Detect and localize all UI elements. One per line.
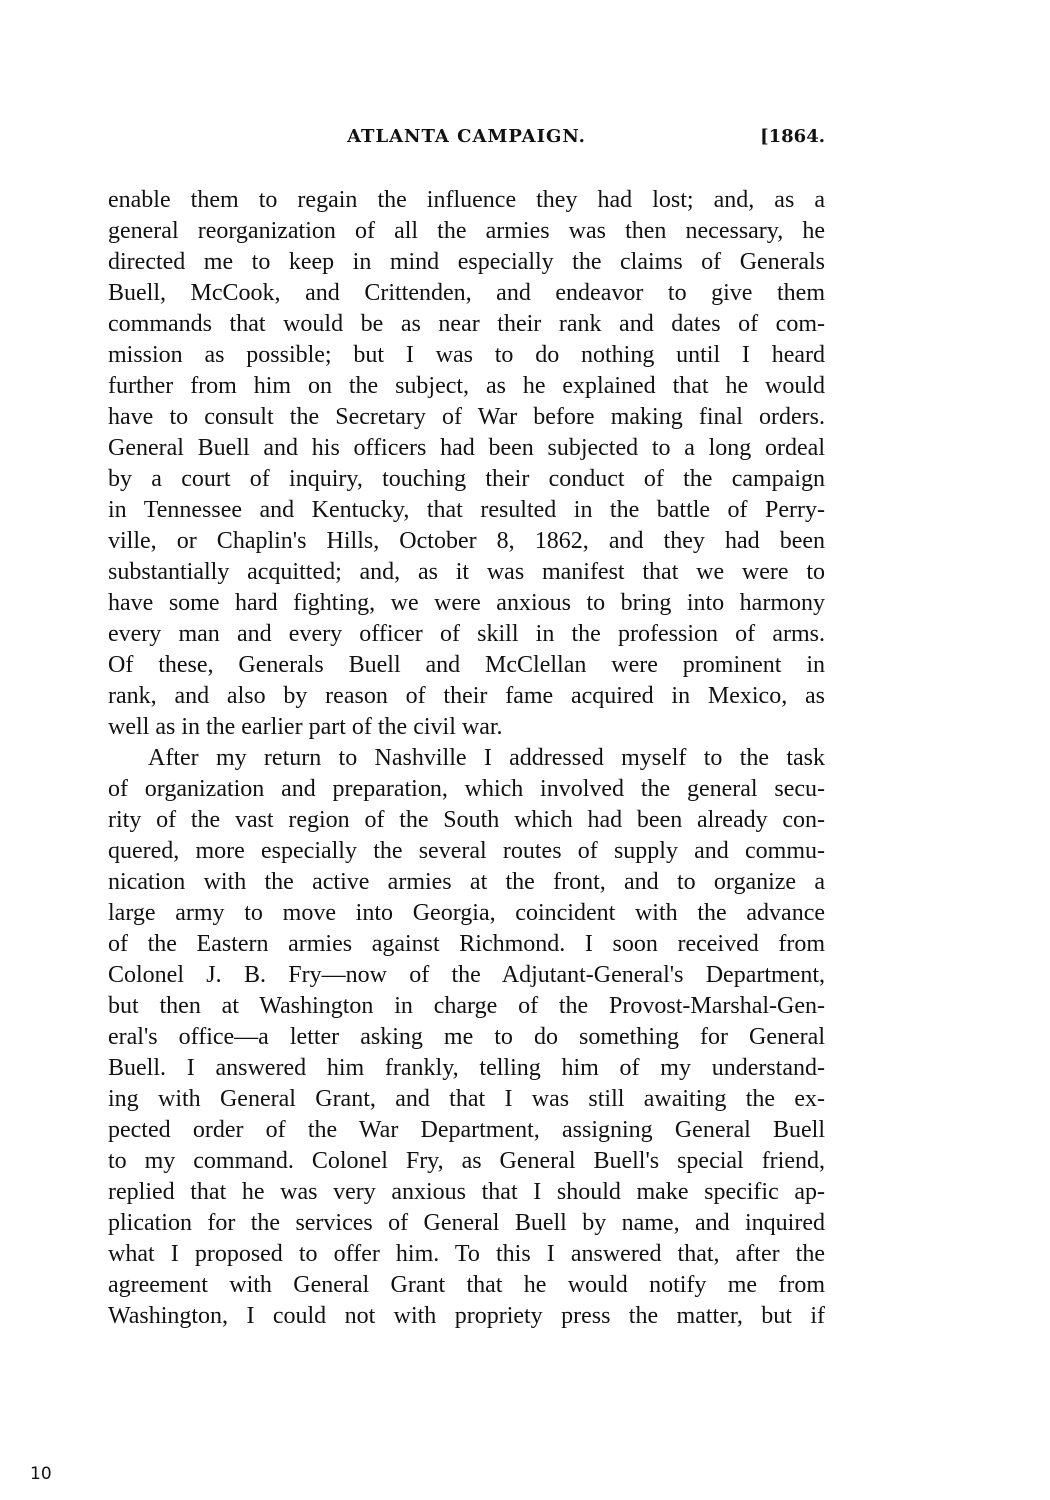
text-line: large army to move into Georgia, coincident with the advance xyxy=(108,900,825,926)
text-line: Buell, McCook, and Crittenden, and endeavor to give them xyxy=(108,280,825,306)
text-line: ing with General Grant, and that I was still awaiting the ex- xyxy=(108,1086,825,1112)
text-line: rity of the vast region of the South which had been already con- xyxy=(108,807,825,833)
text-line: of organization and preparation, which involved the general secu- xyxy=(108,776,825,802)
text-line: what I proposed to offer him. To this I answered that, after the xyxy=(108,1241,825,1267)
text-line: every man and every officer of skill in the profession of arms. xyxy=(108,621,825,647)
text-line: rank, and also by reason of their fame acquired in Mexico, as xyxy=(108,683,825,709)
text-line: commands that would be as near their rank and dates of com- xyxy=(108,311,825,337)
paragraph-start-line: After my return to Nashville I addressed myself to the task xyxy=(148,745,825,771)
page-number: 10 xyxy=(30,1464,52,1484)
text-line: ville, or Chaplin's Hills, October 8, 1862, and they had been xyxy=(108,528,825,554)
text-line: have some hard fighting, we were anxious to bring into harmony xyxy=(108,590,825,616)
text-line: plication for the services of General Buell by name, and inquired xyxy=(108,1210,825,1236)
text-line: Washington, I could not with propriety press the matter, but if xyxy=(108,1303,825,1329)
text-line: eral's office—a letter asking me to do something for General xyxy=(108,1024,825,1050)
text-line: but then at Washington in charge of the Provost-Marshal-Gen- xyxy=(108,993,825,1019)
text-line: General Buell and his officers had been subjected to a long ordeal xyxy=(108,435,825,461)
text-line: by a court of inquiry, touching their conduct of the campaign xyxy=(108,466,825,492)
text-line: quered, more especially the several routes of supply and commu- xyxy=(108,838,825,864)
text-line: pected order of the War Department, assigning General Buell xyxy=(108,1117,825,1143)
text-line: directed me to keep in mind especially the claims of Generals xyxy=(108,249,825,275)
text-line: Buell. I answered him frankly, telling him of my understand- xyxy=(108,1055,825,1081)
text-line: have to consult the Secretary of War before making final orders. xyxy=(108,404,825,430)
text-line: mission as possible; but I was to do nothing until I heard xyxy=(108,342,825,368)
running-title: ATLANTA CAMPAIGN. xyxy=(347,126,586,147)
text-line: substantially acquitted; and, as it was manifest that we were to xyxy=(108,559,825,585)
body-text xyxy=(108,185,825,1332)
text-line: in Tennessee and Kentucky, that resulted in the battle of Perry- xyxy=(108,497,825,523)
text-line: enable them to regain the influence they had lost; and, as a xyxy=(108,187,825,213)
text-line: agreement with General Grant that he would notify me from xyxy=(108,1272,825,1298)
text-line: replied that he was very anxious that I should make specific ap- xyxy=(108,1179,825,1205)
running-head xyxy=(108,126,825,156)
text-line: general reorganization of all the armies was then necessary, he xyxy=(108,218,825,244)
text-line: of the Eastern armies against Richmond. I soon received from xyxy=(108,931,825,957)
text-line: to my command. Colonel Fry, as General Buell's special friend, xyxy=(108,1148,825,1174)
text-line: Of these, Generals Buell and McClellan were prominent in xyxy=(108,652,825,678)
paragraph-end-line: well as in the earlier part of the civil war. xyxy=(108,714,503,740)
running-year: [1864. xyxy=(760,126,825,147)
text-line: Colonel J. B. Fry—now of the Adjutant-General's Department, xyxy=(108,962,825,988)
text-line: nication with the active armies at the front, and to organize a xyxy=(108,869,825,895)
text-line: further from him on the subject, as he explained that he would xyxy=(108,373,825,399)
